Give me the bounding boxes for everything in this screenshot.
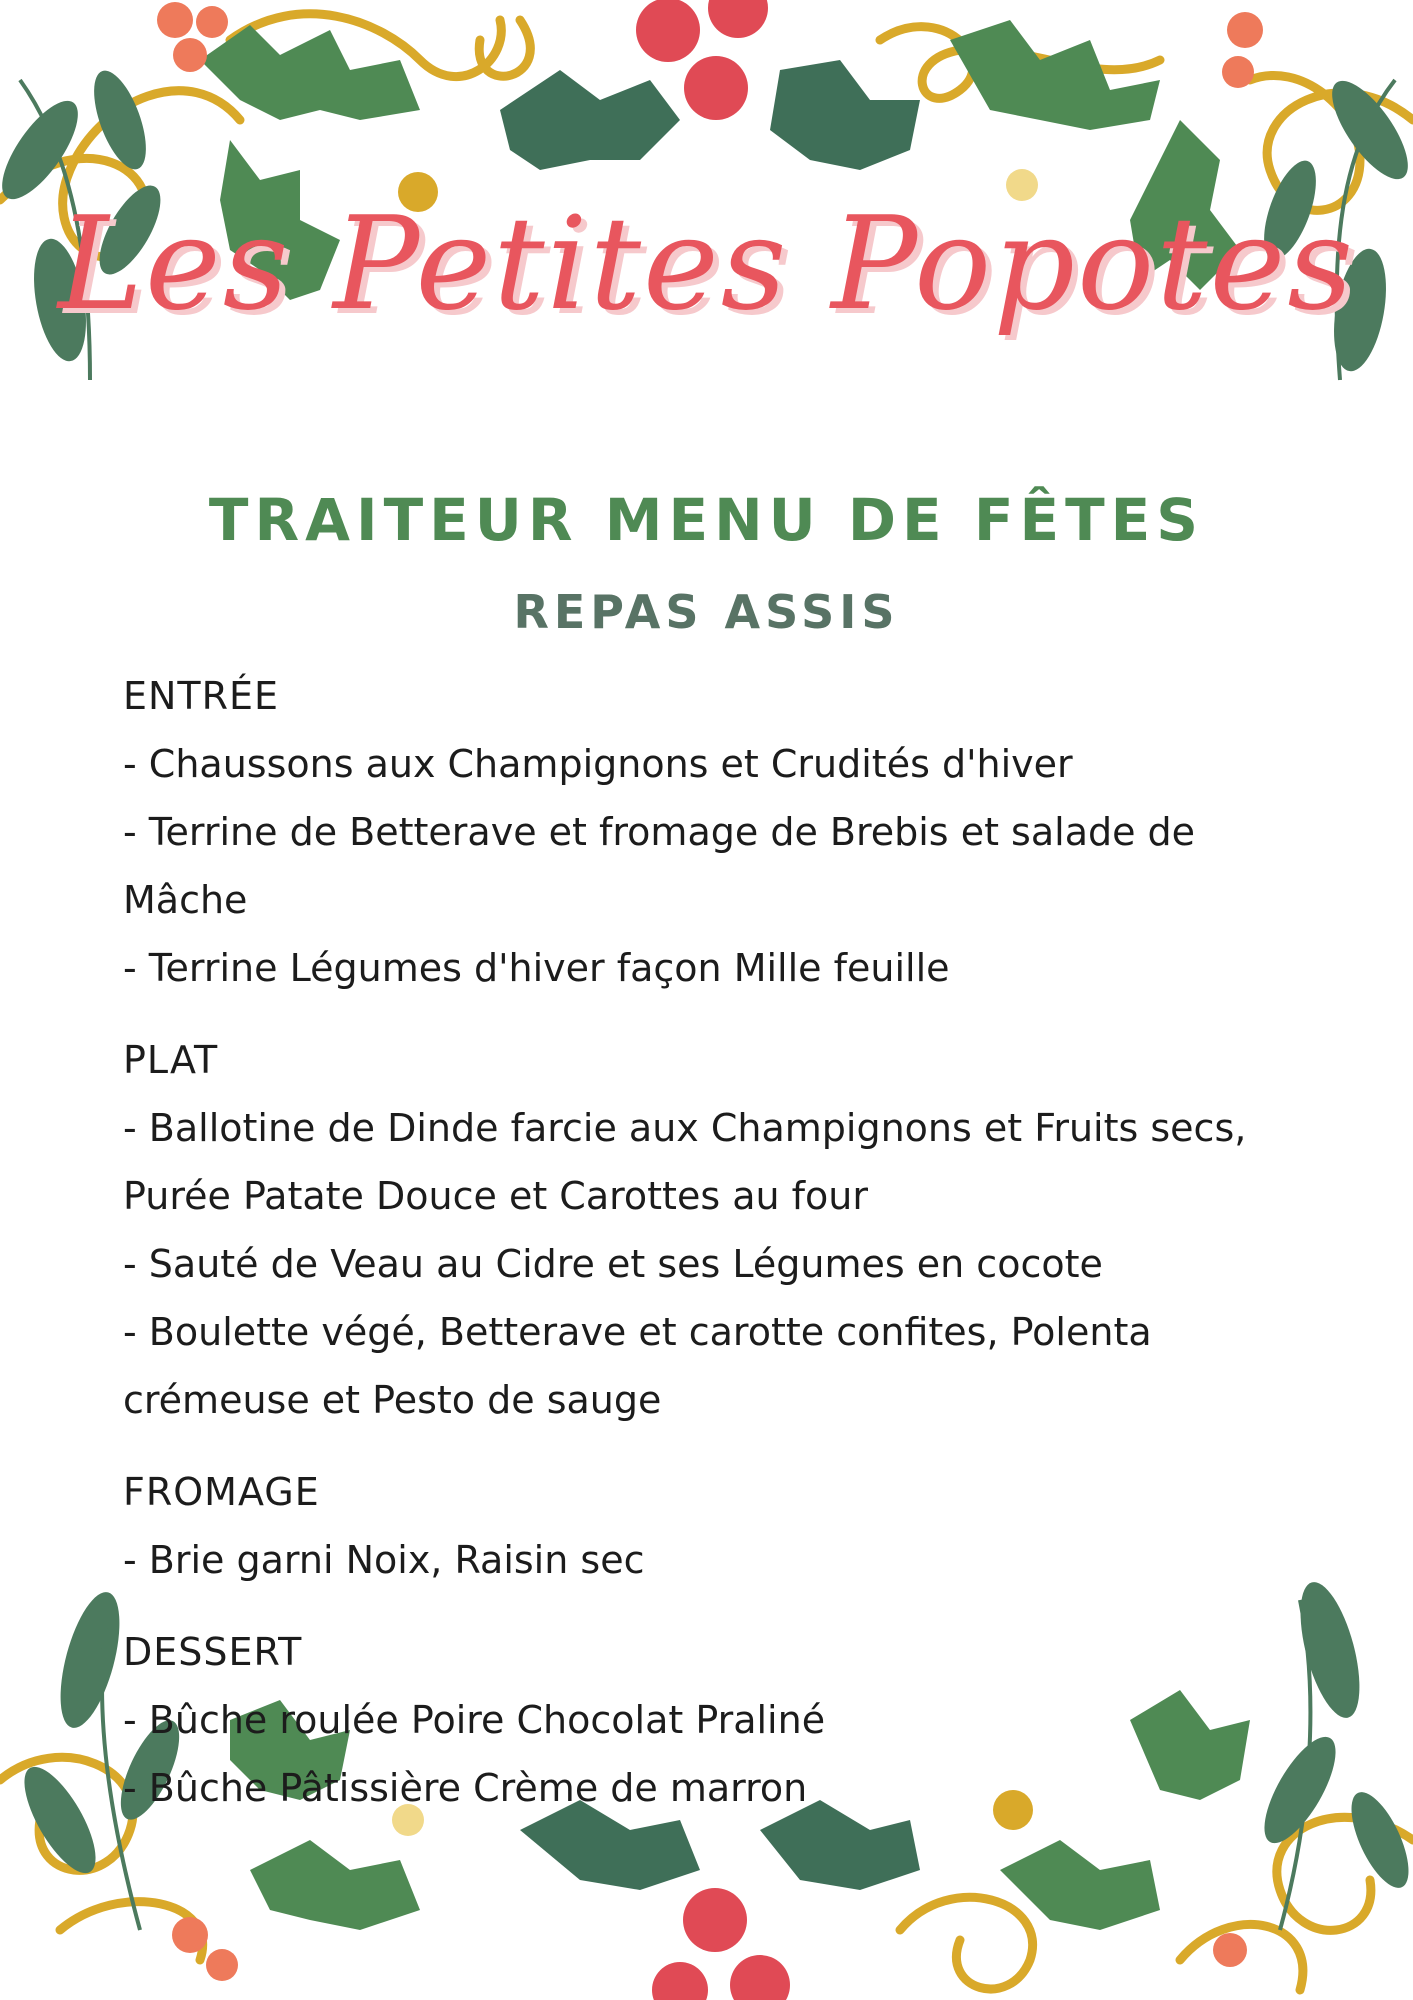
brand-logo-title: Les Petites Popotes — [57, 190, 1356, 339]
menu-item: - Bûche roulée Poire Chocolat Praliné — [123, 1698, 826, 1742]
section-heading: ENTRÉE — [123, 674, 280, 718]
section-heading: DESSERT — [123, 1630, 303, 1674]
menu-section-entree — [123, 662, 1303, 1002]
menu-item: - Ballotine de Dinde farcie aux Champignons et Fruits secs, Purée Patate Douce et Carottes au four — [123, 1106, 1247, 1218]
menu-list — [123, 662, 1303, 1846]
menu-section-dessert — [123, 1618, 1303, 1822]
menu-section-plat — [123, 1026, 1303, 1434]
page-subtitle: REPAS ASSIS — [513, 585, 900, 639]
menu-item: - Bûche Pâtissière Crème de marron — [123, 1766, 808, 1810]
menu-item: - Terrine de Betterave et fromage de Brebis et salade de Mâche — [123, 810, 1196, 922]
menu-section-fromage — [123, 1458, 1303, 1594]
section-heading: PLAT — [123, 1038, 219, 1082]
section-heading: FROMAGE — [123, 1470, 320, 1514]
menu-item: - Boulette végé, Betterave et carotte confites, Polenta crémeuse et Pesto de sauge — [123, 1310, 1152, 1422]
menu-item: - Sauté de Veau au Cidre et ses Légumes en cocote — [123, 1242, 1103, 1286]
menu-item: - Terrine Légumes d'hiver façon Mille feuille — [123, 946, 950, 990]
page-title: TRAITEUR MENU DE FÊTES — [208, 486, 1205, 554]
menu-item: - Brie garni Noix, Raisin sec — [123, 1538, 645, 1582]
menu-item: - Chaussons aux Champignons et Crudités d'hiver — [123, 742, 1073, 786]
